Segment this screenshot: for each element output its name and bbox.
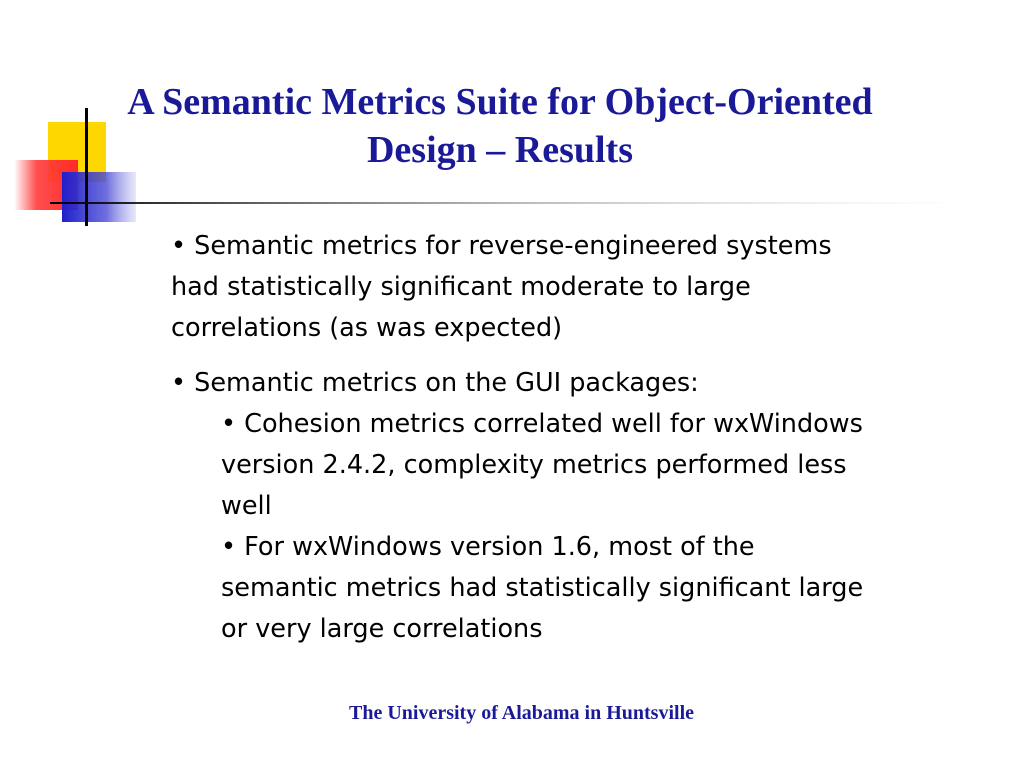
slide-title: A Semantic Metrics Suite for Object-Oriented Design – Results	[127, 81, 873, 171]
logo-horizontal-line	[50, 202, 970, 204]
logo-blue-square	[62, 172, 136, 222]
sub-bullet-item: • Cohesion metrics correlated well for wxWindows version 2.4.2, complexity metrics performed less well	[221, 409, 863, 521]
logo-vertical-line	[85, 108, 88, 226]
bullet-item: • Semantic metrics for reverse-engineered systems had statistically significant moderate to large correlations (as was expected)	[171, 231, 832, 343]
bullet-list	[171, 226, 871, 650]
slide-footer: The University of Alabama in Huntsville	[348, 702, 695, 724]
bullet-item: • Semantic metrics on the GUI packages:	[171, 368, 699, 398]
sub-bullet-item: • For wxWindows version 1.6, most of the semantic metrics had statistically significant large or very large correlations	[221, 532, 864, 644]
